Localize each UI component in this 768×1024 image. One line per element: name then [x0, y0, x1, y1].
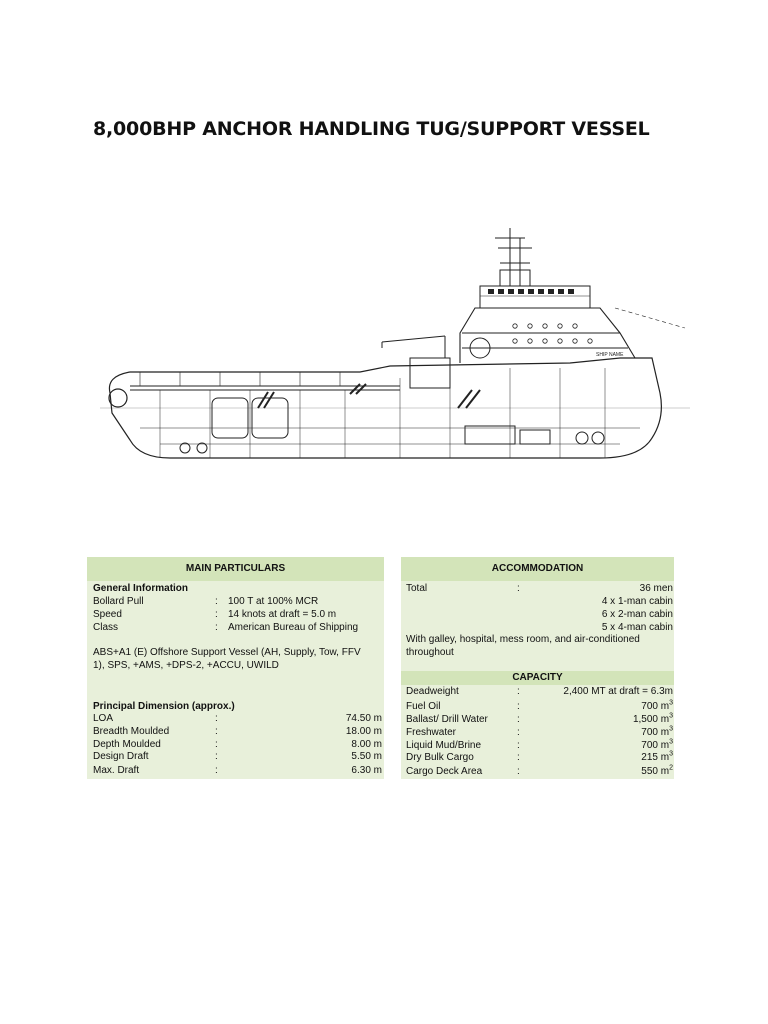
accommodation-total-row — [401, 582, 674, 595]
spec-row — [87, 595, 384, 608]
accommodation-total-value: 36 men — [639, 583, 673, 594]
spec-label: Class — [93, 622, 119, 633]
capacity-label: Cargo Deck Area — [406, 766, 483, 777]
dimension-label: Breadth Moulded — [93, 726, 170, 737]
dimension-value: 6.30 m — [351, 765, 382, 776]
cabin-item: 4 x 1-man cabin — [601, 596, 673, 607]
cabin-item: 6 x 2-man cabin — [601, 609, 673, 620]
unit-exponent: 3 — [669, 738, 673, 746]
dimension-separator: : — [215, 713, 218, 724]
dimension-row — [87, 750, 384, 763]
spec-separator: : — [215, 609, 218, 620]
dimension-row — [87, 712, 384, 725]
unit-exponent: 3 — [669, 750, 673, 758]
dimension-separator: : — [215, 739, 218, 750]
unit-exponent: 3 — [669, 725, 673, 733]
capacity-row — [401, 751, 674, 764]
capacity-value: 550 $m^2$ — [641, 764, 673, 777]
spec-row — [87, 608, 384, 621]
accommodation-separator: : — [517, 583, 520, 594]
dimension-value: 8.00 m — [351, 739, 382, 750]
capacity-label: Dry Bulk Cargo — [406, 752, 474, 763]
accommodation-note: With galley, hospital, mess room, and air-conditioned throughout — [406, 634, 640, 658]
principal-dimension-heading: Principal Dimension (approx.) — [93, 701, 235, 712]
general-information-heading: General Information — [93, 583, 189, 594]
capacity-separator: : — [517, 701, 520, 712]
capacity-heading: CAPACITY — [401, 671, 674, 685]
class-notation: ABS+A1 (E) Offshore Support Vessel (AH, Supply, Tow, FFV 1), SPS, +AMS, +DPS-2, +ACCU, UWILD — [93, 647, 361, 671]
main-particulars-panel — [87, 557, 384, 779]
capacity-row — [401, 765, 674, 778]
accommodation-total-label: Total — [406, 583, 428, 594]
main-particulars-heading: MAIN PARTICULARS — [87, 557, 384, 581]
capacity-label: Ballast/ Drill Water — [406, 714, 488, 725]
dimension-label: Max. Draft — [93, 765, 140, 776]
spec-value: 14 knots at draft = 5.0 m — [228, 609, 337, 620]
capacity-value: 1,500 $m^3$ — [632, 712, 673, 725]
capacity-separator: : — [517, 766, 520, 777]
dimension-separator: : — [215, 726, 218, 737]
spec-value: 100 T at 100% MCR — [228, 596, 319, 607]
capacity-row — [401, 726, 674, 739]
spec-label: Speed — [93, 609, 122, 620]
accommodation-capacity-panel — [401, 557, 674, 779]
unit-exponent: 3 — [669, 712, 673, 720]
capacity-row — [401, 713, 674, 726]
dimension-value: 74.50 m — [345, 713, 382, 724]
capacity-row — [401, 685, 674, 698]
dimension-value: 5.50 m — [351, 751, 382, 762]
page-title: 8,000BHP ANCHOR HANDLING TUG/SUPPORT VESSEL — [93, 118, 650, 140]
capacity-separator: : — [517, 752, 520, 763]
capacity-separator: : — [517, 740, 520, 751]
capacity-separator: : — [517, 686, 520, 697]
capacity-value: 700 $m^3$ — [641, 699, 673, 712]
spec-separator: : — [215, 622, 218, 633]
capacity-label: Deadweight — [406, 686, 459, 697]
cabin-item: 5 x 4-man cabin — [601, 622, 673, 633]
vessel-profile-drawing — [100, 208, 690, 483]
capacity-value: 2,400 MT at draft = 6.3m — [563, 686, 673, 697]
spec-value: American Bureau of Shipping — [228, 622, 359, 633]
capacity-value: 215 $m^3$ — [641, 750, 673, 763]
dimension-separator: : — [215, 765, 218, 776]
dimension-label: Design Draft — [93, 751, 149, 762]
capacity-separator: : — [517, 727, 520, 738]
spec-row — [87, 621, 384, 634]
capacity-label: Liquid Mud/Brine — [406, 740, 482, 751]
dimension-separator: : — [215, 751, 218, 762]
capacity-label: Freshwater — [406, 727, 457, 738]
dimension-label: LOA — [93, 713, 114, 724]
spec-label: Bollard Pull — [93, 596, 144, 607]
dimension-label: Depth Moulded — [93, 739, 161, 750]
capacity-label: Fuel Oil — [406, 701, 441, 712]
unit-exponent: 3 — [669, 699, 673, 707]
dimension-row — [87, 764, 384, 777]
accommodation-heading: ACCOMMODATION — [401, 557, 674, 581]
spec-separator: : — [215, 596, 218, 607]
ship-name-plate: SHIP NAME — [596, 352, 624, 358]
capacity-row — [401, 700, 674, 713]
unit-exponent: 2 — [669, 764, 673, 772]
dimension-row — [87, 725, 384, 738]
capacity-value: 700 $m^3$ — [641, 725, 673, 738]
capacity-value: 700 $m^3$ — [641, 738, 673, 751]
dimension-value: 18.00 m — [345, 726, 382, 737]
capacity-separator: : — [517, 714, 520, 725]
